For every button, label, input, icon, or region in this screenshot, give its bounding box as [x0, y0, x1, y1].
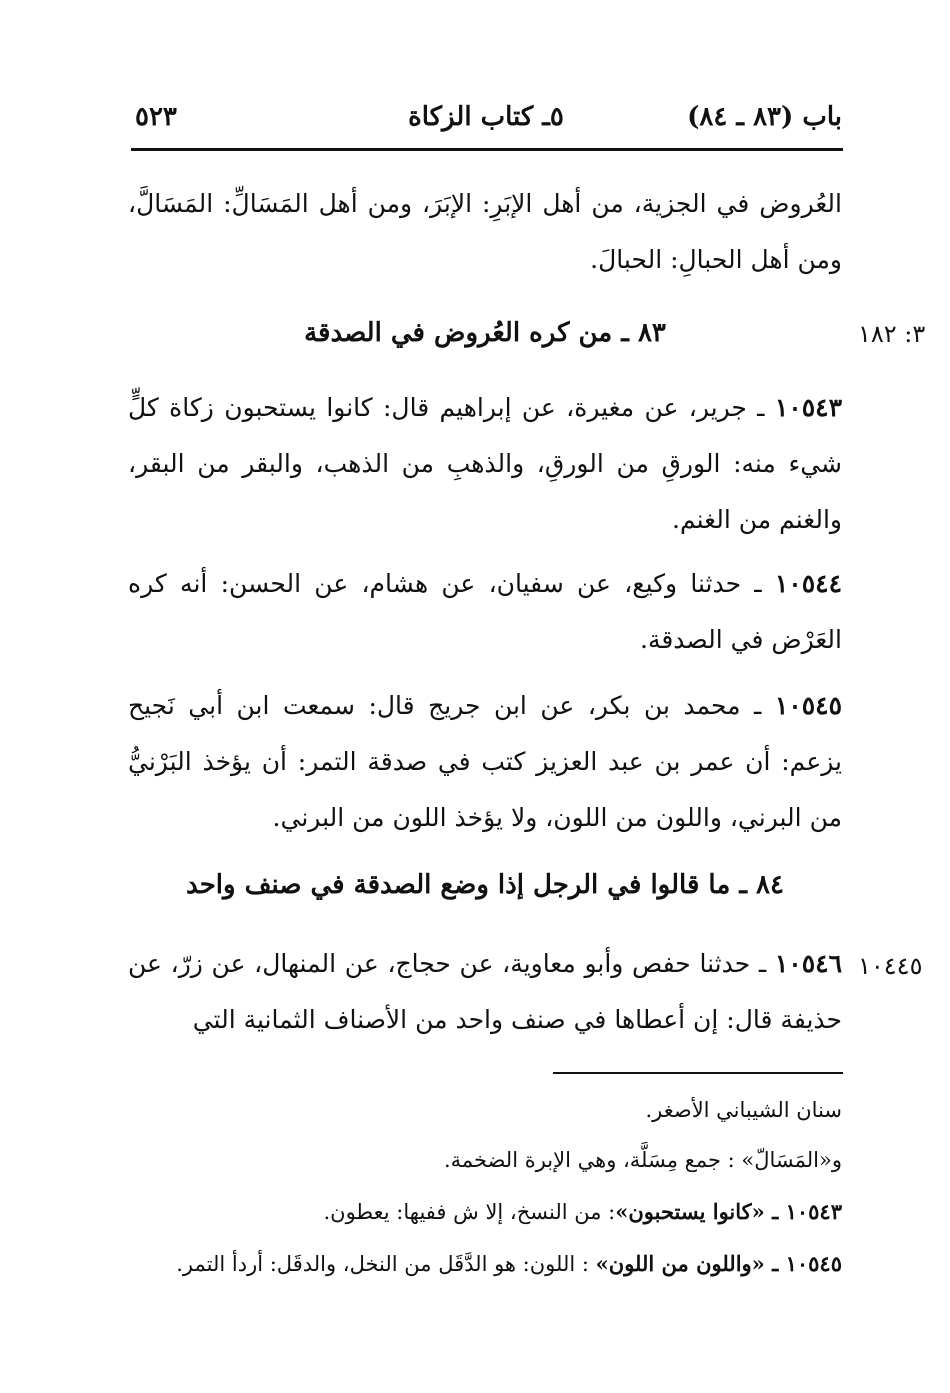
hadith-text: ـ محمد بن بكر، عن ابن جريج قال: سمعت ابن أبي نَجيح يزعم: أن عمر بن عبد العزيز كتب في صدقة التمر: أن يؤخذ البَرْنيُّ من البرني، واللون من اللون، ولا يؤخذ اللون من البرني.	[128, 691, 842, 832]
footnote	[128, 1250, 842, 1278]
hadith-text: ـ جرير، عن مغيرة، عن إبراهيم قال: كانوا يستحبون زكاة كلٍّ شيء منه: الورقِ من الورقِ، والذهبِ من الذهب، والبقر من البقر، والغنم من الغنم.	[128, 393, 842, 534]
book-title: ٥ـ كتاب الزكاة	[408, 102, 564, 132]
continuation-paragraph: العُروض في الجزية، من أهل الإبَرِ: الإبَرَ، ومن أهل المَسَالِّ: المَسَالَّ، ومن أهل الحبالِ: الحبالَ.	[128, 189, 842, 274]
page-number: ٥٢٣	[135, 102, 177, 132]
header-rule	[131, 148, 843, 151]
footnote-number: ١٠٥٤٣ ـ	[764, 1199, 842, 1224]
footnote	[128, 1198, 842, 1226]
chapter-range: باب (٨٣ ـ ٨٤)	[687, 102, 842, 132]
hadith-number: ١٠٥٤٦	[774, 949, 842, 978]
running-header	[130, 102, 842, 142]
footnote-quote: «كانوا يستحبون»	[615, 1199, 765, 1224]
hadith-number: ١٠٥٤٥	[774, 691, 842, 720]
section-heading-83: ٨٣ ـ من كره العُروض في الصدقة	[304, 318, 666, 348]
hadith-text: ـ حدثنا حفص وأبو معاوية، عن حجاج، عن المنهال، عن زرّ، عن حذيفة قال: إن أعطاها في صنف واحد من الأصناف الثمانية التي	[128, 949, 842, 1034]
hadith-10545	[128, 678, 842, 846]
section-heading-84: ٨٤ ـ ما قالوا في الرجل إذا وضع الصدقة في صنف واحد	[186, 870, 784, 900]
footnote-text: : من النسخ، إلا ش ففيها: يعطون.	[323, 1200, 616, 1224]
hadith-number: ١٠٥٤٤	[774, 569, 842, 598]
hadith-number: ١٠٥٤٣	[774, 393, 842, 422]
footnote: سنان الشيباني الأصغر.	[645, 1098, 842, 1122]
hadith-10544	[128, 556, 842, 668]
footnote-text: : اللون: هو الدَّقَل من النخل، والدقَل: أردأ التمر.	[176, 1252, 596, 1276]
hadith-10543	[128, 380, 842, 548]
footnote-rule	[553, 1072, 843, 1074]
footnote-number: ١٠٥٤٥ ـ	[764, 1251, 842, 1276]
margin-reference: ٣: ١٨٢	[858, 320, 926, 348]
hadith-text: ـ حدثنا وكيع، عن سفيان، عن هشام، عن الحسن: أنه كره العَرْض في الصدقة.	[128, 569, 842, 654]
hadith-10546	[128, 936, 842, 1048]
footnote: و«المَسَالّ» : جمع مِسَلَّة، وهي الإبرة الضخمة.	[443, 1148, 842, 1172]
margin-reference: ١٠٤٤٥	[858, 952, 923, 980]
footnote-quote: «واللون من اللون»	[595, 1251, 765, 1276]
